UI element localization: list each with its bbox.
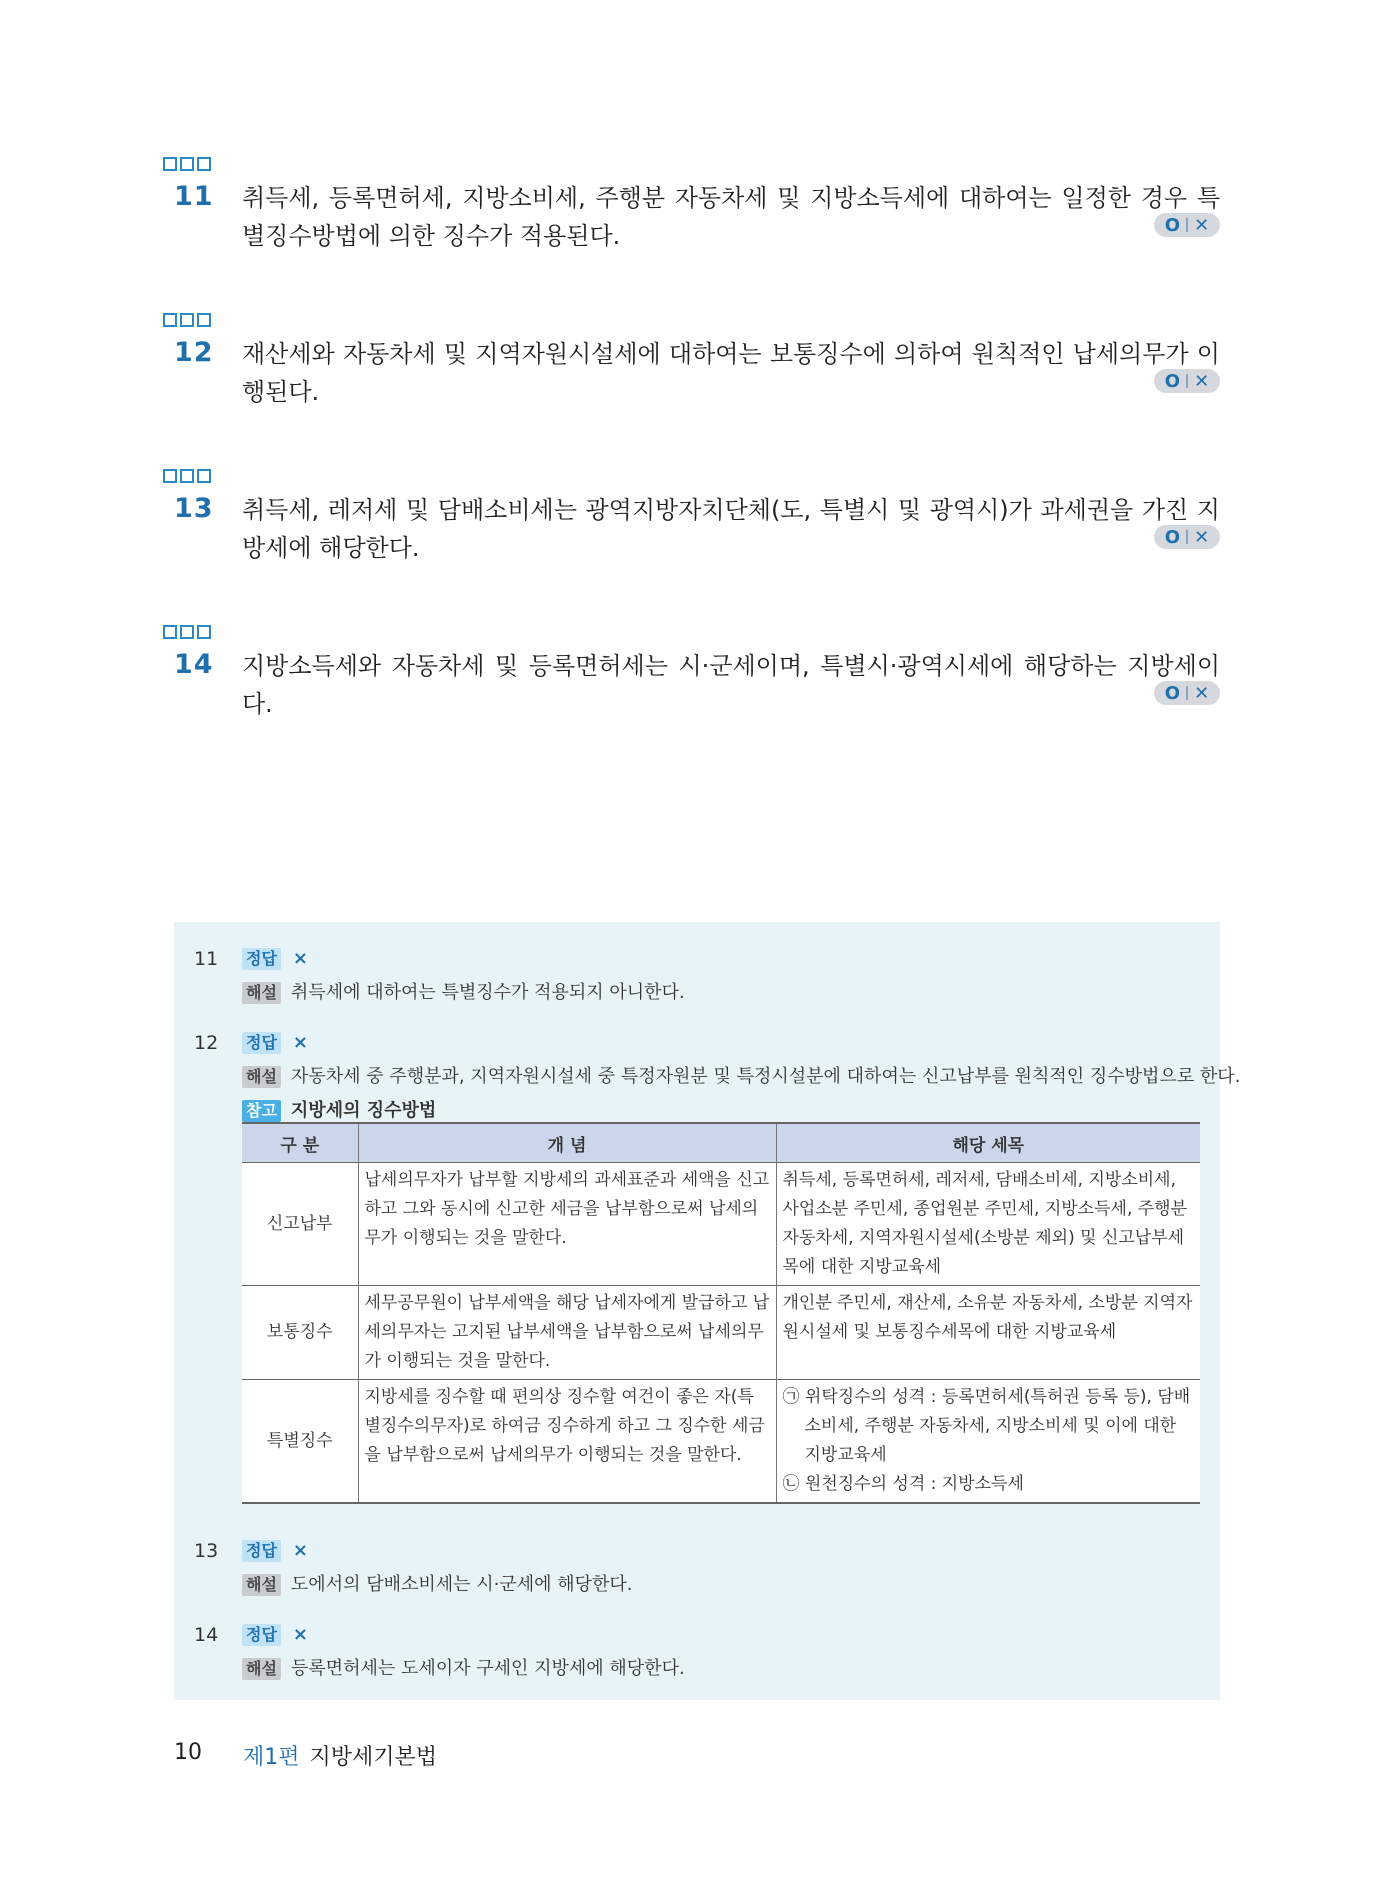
- checkbox-group[interactable]: [163, 469, 1222, 483]
- checkbox-group[interactable]: [163, 625, 1222, 639]
- items-list-item: ㉡ 원천징수의 성격 : 지방소득세: [782, 1474, 1024, 1494]
- question-text: 취득세, 레저세 및 담배소비세는 광역지방자치단체(도, 특별시 및 광역시)가 과세권을 가진 지방세에 해당한다.: [242, 496, 1220, 562]
- check-box[interactable]: [197, 157, 211, 171]
- question-text: 지방소득세와 자동차세 및 등록면허세는 시·군세이며, 특별시·광역시세에 해당하는 지방세이다.: [242, 652, 1220, 718]
- question-12: [162, 313, 1222, 406]
- concept-cell: 지방세를 징수할 때 편의상 징수할 여건이 좋은 자(특별징수의무자)로 하여금 징수하게 하고 그 징수한 세금을 납부함으로써 납세의무가 이행되는 것을 말한다.: [358, 1380, 776, 1504]
- explanation-tag: 해설: [242, 1658, 281, 1680]
- x-icon[interactable]: ✕: [1194, 370, 1210, 392]
- answer-line: [242, 948, 308, 970]
- explanation-tag: 해설: [242, 982, 281, 1004]
- explanation-line: [242, 1570, 633, 1596]
- answer-tag: 정답: [242, 948, 281, 970]
- check-box[interactable]: [180, 625, 194, 639]
- o-icon[interactable]: O: [1164, 214, 1181, 236]
- check-box[interactable]: [197, 625, 211, 639]
- part-label: 제1편: [243, 1745, 300, 1770]
- page-number: 10: [174, 1740, 202, 1765]
- checkbox-group[interactable]: [163, 157, 1222, 171]
- question-number: 11: [174, 181, 214, 212]
- check-box[interactable]: [163, 313, 177, 327]
- table-row: [242, 1286, 1200, 1380]
- answer-number: 14: [194, 1624, 219, 1646]
- check-box[interactable]: [197, 313, 211, 327]
- checkbox-group[interactable]: [163, 313, 1222, 327]
- answer-tag: 정답: [242, 1032, 281, 1054]
- explanation-tag: 해설: [242, 1066, 281, 1088]
- explanation-text: 도에서의 담배소비세는 시·군세에 해당한다.: [290, 1574, 633, 1595]
- explanation-line: [242, 978, 685, 1004]
- question-11: [162, 157, 1222, 250]
- answer-panel: [174, 922, 1241, 1700]
- items-cell: 취득세, 등록면허세, 레저세, 담배소비세, 지방소비세, 사업소분 주민세, 종업원분 주민세, 지방소득세, 주행분 자동차세, 지역자원시설세(소방분 제외) 및 신고납부세목에 대한 지방교육세: [776, 1163, 1200, 1286]
- table-header: 개 념: [358, 1123, 776, 1163]
- concept-cell: 납세의무자가 납부할 지방세의 과세표준과 세액을 신고하고 그와 동시에 신고한 세금을 납부함으로써 납세의무가 이행되는 것을 말한다.: [358, 1163, 776, 1286]
- o-icon[interactable]: O: [1164, 682, 1181, 704]
- o-icon[interactable]: O: [1164, 370, 1181, 392]
- answer-tag: 정답: [242, 1624, 281, 1646]
- answer-line: [242, 1624, 308, 1646]
- answer-mark: ×: [292, 1540, 309, 1561]
- check-box[interactable]: [197, 469, 211, 483]
- question-number: 14: [174, 649, 214, 680]
- check-box[interactable]: [163, 469, 177, 483]
- book-title: 지방세기본법: [309, 1745, 438, 1770]
- ox-toggle[interactable]: [1154, 213, 1220, 237]
- category-cell: 보통징수: [242, 1286, 358, 1380]
- explanation-text: 취득세에 대하여는 특별징수가 적용되지 아니한다.: [290, 982, 685, 1003]
- concept-cell: 세무공무원이 납부세액을 해당 납세자에게 발급하고 납세의무자는 고지된 납부세액을 납부함으로써 납세의무가 이행되는 것을 말한다.: [358, 1286, 776, 1380]
- check-box[interactable]: [180, 157, 194, 171]
- answer-number: 11: [194, 948, 219, 970]
- divider: [1186, 374, 1188, 388]
- question-number: 12: [174, 337, 214, 368]
- answer-number: 13: [194, 1540, 219, 1562]
- category-cell: 신고납부: [242, 1163, 358, 1286]
- reference-line: [242, 1096, 436, 1122]
- check-box[interactable]: [180, 313, 194, 327]
- reference-title: 지방세의 징수방법: [290, 1100, 437, 1121]
- answer-mark: ×: [292, 1032, 309, 1053]
- answer-line: [242, 1032, 308, 1054]
- x-icon[interactable]: ✕: [1194, 526, 1210, 548]
- ox-toggle[interactable]: [1154, 369, 1220, 393]
- items-cell: 개인분 주민세, 재산세, 소유분 자동차세, 소방분 지역자원시설세 및 보통징수세목에 대한 지방교육세: [776, 1286, 1200, 1380]
- x-icon[interactable]: ✕: [1194, 214, 1210, 236]
- check-box[interactable]: [163, 625, 177, 639]
- question-number: 13: [174, 493, 214, 524]
- question-text: 취득세, 등록면허세, 지방소비세, 주행분 자동차세 및 지방소득세에 대하여는 일정한 경우 특별징수방법에 의한 징수가 적용된다.: [242, 184, 1220, 250]
- divider: [1186, 686, 1188, 700]
- answer-mark: ×: [292, 1624, 309, 1645]
- running-title: [243, 1740, 437, 1771]
- table-header-row: [242, 1123, 1200, 1163]
- divider: [1186, 530, 1188, 544]
- o-icon[interactable]: O: [1164, 526, 1181, 548]
- table-row: [242, 1163, 1200, 1286]
- table-row: [242, 1380, 1200, 1504]
- answer-number: 12: [194, 1032, 219, 1054]
- reference-tag: 참고: [242, 1100, 281, 1122]
- answer-tag: 정답: [242, 1540, 281, 1562]
- check-box[interactable]: [163, 157, 177, 171]
- explanation-tag: 해설: [242, 1574, 281, 1596]
- divider: [1186, 218, 1188, 232]
- question-14: [162, 625, 1222, 718]
- explanation-line: [242, 1062, 1240, 1088]
- category-cell: 특별징수: [242, 1380, 358, 1504]
- items-list-item: ㉠ 위탁징수의 성격 : 등록면허세(특허권 등록 등), 담배소비세, 주행분 자동차세, 지방소비세 및 이에 대한 지방교육세: [782, 1387, 1191, 1465]
- answer-mark: ×: [292, 948, 309, 969]
- explanation-text: 등록면허세는 도세이자 구세인 지방세에 해당한다.: [290, 1658, 685, 1679]
- x-icon[interactable]: ✕: [1194, 682, 1210, 704]
- explanation-text: 자동차세 중 주행분과, 지역자원시설세 중 특정자원분 및 특정시설분에 대하여는 신고납부를 원칙적인 징수방법으로 한다.: [290, 1066, 1241, 1087]
- ox-toggle[interactable]: [1154, 681, 1220, 705]
- check-box[interactable]: [180, 469, 194, 483]
- reference-table: [242, 1122, 1200, 1504]
- question-text: 재산세와 자동차세 및 지역자원시설세에 대하여는 보통징수에 의하여 원칙적인 납세의무가 이행된다.: [242, 340, 1220, 406]
- explanation-line: [242, 1654, 685, 1680]
- ox-toggle[interactable]: [1154, 525, 1220, 549]
- question-13: [162, 469, 1222, 562]
- table-header: 구 분: [242, 1123, 358, 1163]
- answer-line: [242, 1540, 308, 1562]
- items-cell: [776, 1380, 1200, 1504]
- table-header: 해당 세목: [776, 1123, 1200, 1163]
